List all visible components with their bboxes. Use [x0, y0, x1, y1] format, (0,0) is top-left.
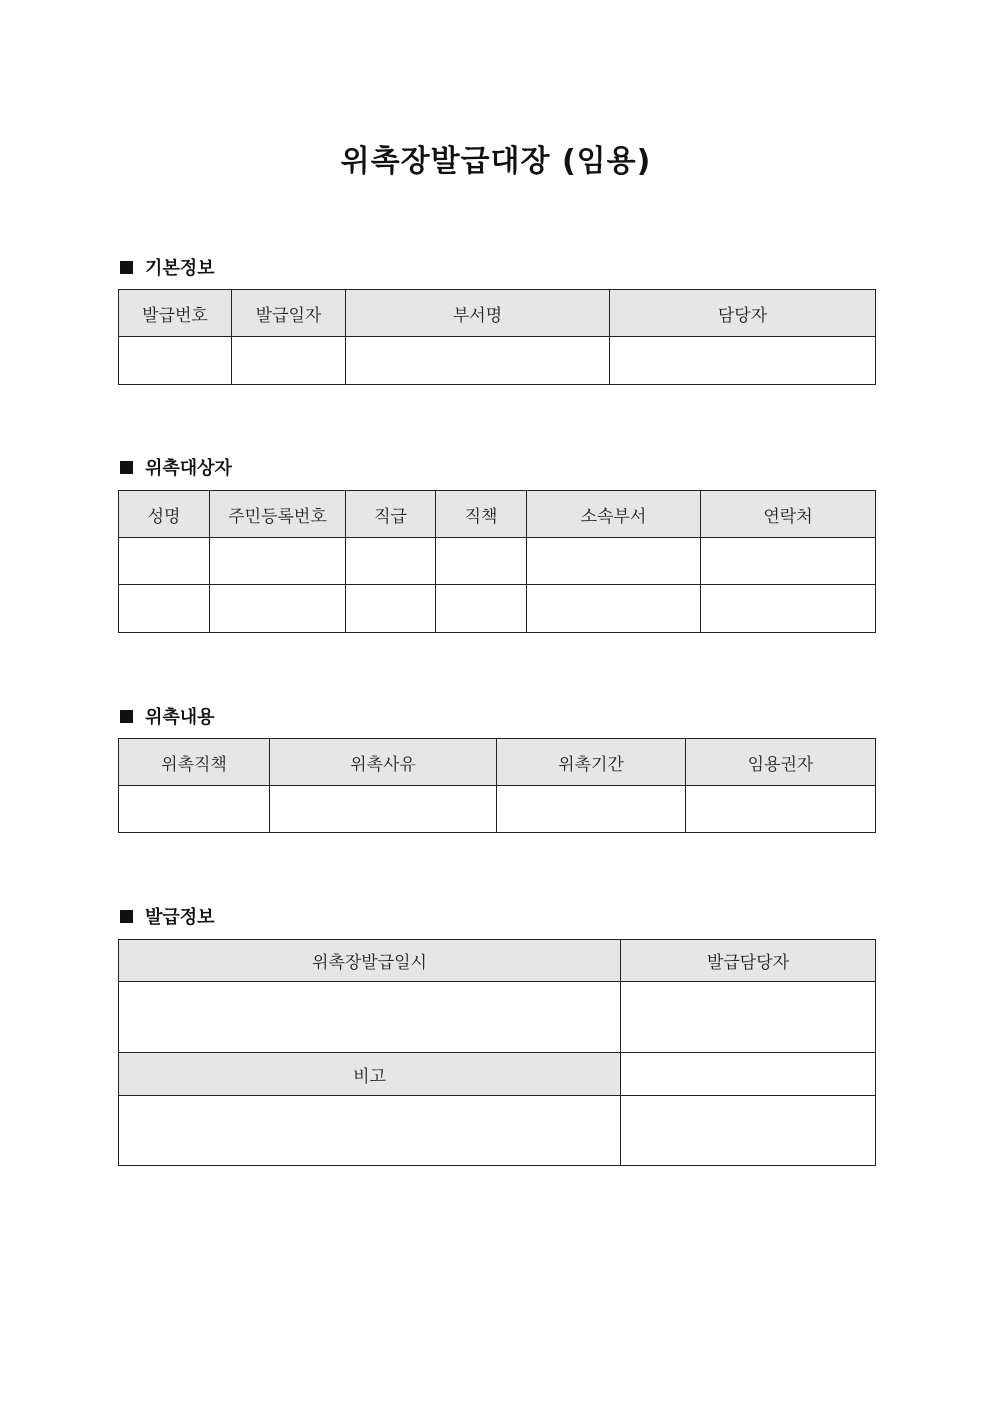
cell-appointment-reason[interactable]: [270, 786, 497, 833]
cell-contact[interactable]: [701, 585, 876, 633]
cell-name[interactable]: [119, 585, 210, 633]
header-name: 성명: [119, 491, 210, 538]
cell-resident-number[interactable]: [210, 538, 346, 585]
section-heading-label: 발급정보: [145, 907, 215, 928]
header-appointment-period: 위촉기간: [497, 739, 686, 786]
cell-appointed-position[interactable]: [119, 786, 270, 833]
section-heading-label: 기본정보: [145, 258, 215, 279]
cell-issue-date[interactable]: [232, 337, 346, 385]
header-rank: 직급: [346, 491, 436, 538]
section-heading-label: 위촉대상자: [145, 458, 232, 479]
section-heading-content: [120, 703, 215, 729]
cell-rank[interactable]: [346, 538, 436, 585]
square-bullet-icon: [120, 910, 133, 923]
header-appointing-authority: 임용권자: [686, 739, 876, 786]
header-issue-datetime: 위촉장발급일시: [119, 940, 621, 982]
square-bullet-icon: [120, 710, 133, 723]
cell-manager[interactable]: [610, 337, 876, 385]
header-issue-date: 발급일자: [232, 290, 346, 337]
header-remarks: 비고: [119, 1053, 621, 1096]
cell-issue-number[interactable]: [119, 337, 232, 385]
header-resident-number: 주민등록번호: [210, 491, 346, 538]
header-issue-number: 발급번호: [119, 290, 232, 337]
cell-position[interactable]: [436, 538, 527, 585]
header-position: 직책: [436, 491, 527, 538]
cell-department[interactable]: [346, 337, 610, 385]
page-title: 위촉장발급대장 (임용): [340, 144, 652, 179]
cell-remarks[interactable]: [119, 1096, 621, 1166]
header-affiliation: 소속부서: [527, 491, 701, 538]
header-issue-officer: 발급담당자: [621, 940, 876, 982]
cell-affiliation[interactable]: [527, 585, 701, 633]
table-row: [119, 585, 876, 633]
cell-appointing-authority[interactable]: [686, 786, 876, 833]
square-bullet-icon: [120, 461, 133, 474]
section-heading-basic: [120, 254, 215, 280]
cell-issue-officer[interactable]: [621, 982, 876, 1053]
cell-resident-number[interactable]: [210, 585, 346, 633]
cell-position[interactable]: [436, 585, 527, 633]
cell-blank[interactable]: [621, 1053, 876, 1096]
section-heading-subject: [120, 454, 232, 480]
header-appointed-position: 위촉직책: [119, 739, 270, 786]
header-contact: 연락처: [701, 491, 876, 538]
header-appointment-reason: 위촉사유: [270, 739, 497, 786]
cell-affiliation[interactable]: [527, 538, 701, 585]
basic-info-table: [118, 289, 876, 385]
cell-issue-datetime[interactable]: [119, 982, 621, 1053]
header-department: 부서명: [346, 290, 610, 337]
header-manager: 담당자: [610, 290, 876, 337]
cell-name[interactable]: [119, 538, 210, 585]
cell-blank[interactable]: [621, 1096, 876, 1166]
cell-appointment-period[interactable]: [497, 786, 686, 833]
appointment-content-table: [118, 738, 876, 833]
subject-table: [118, 490, 876, 633]
section-heading-issue: [120, 903, 215, 929]
square-bullet-icon: [120, 261, 133, 274]
section-heading-label: 위촉내용: [145, 707, 215, 728]
table-row: [119, 538, 876, 585]
cell-rank[interactable]: [346, 585, 436, 633]
issue-info-table: [118, 939, 876, 1166]
cell-contact[interactable]: [701, 538, 876, 585]
